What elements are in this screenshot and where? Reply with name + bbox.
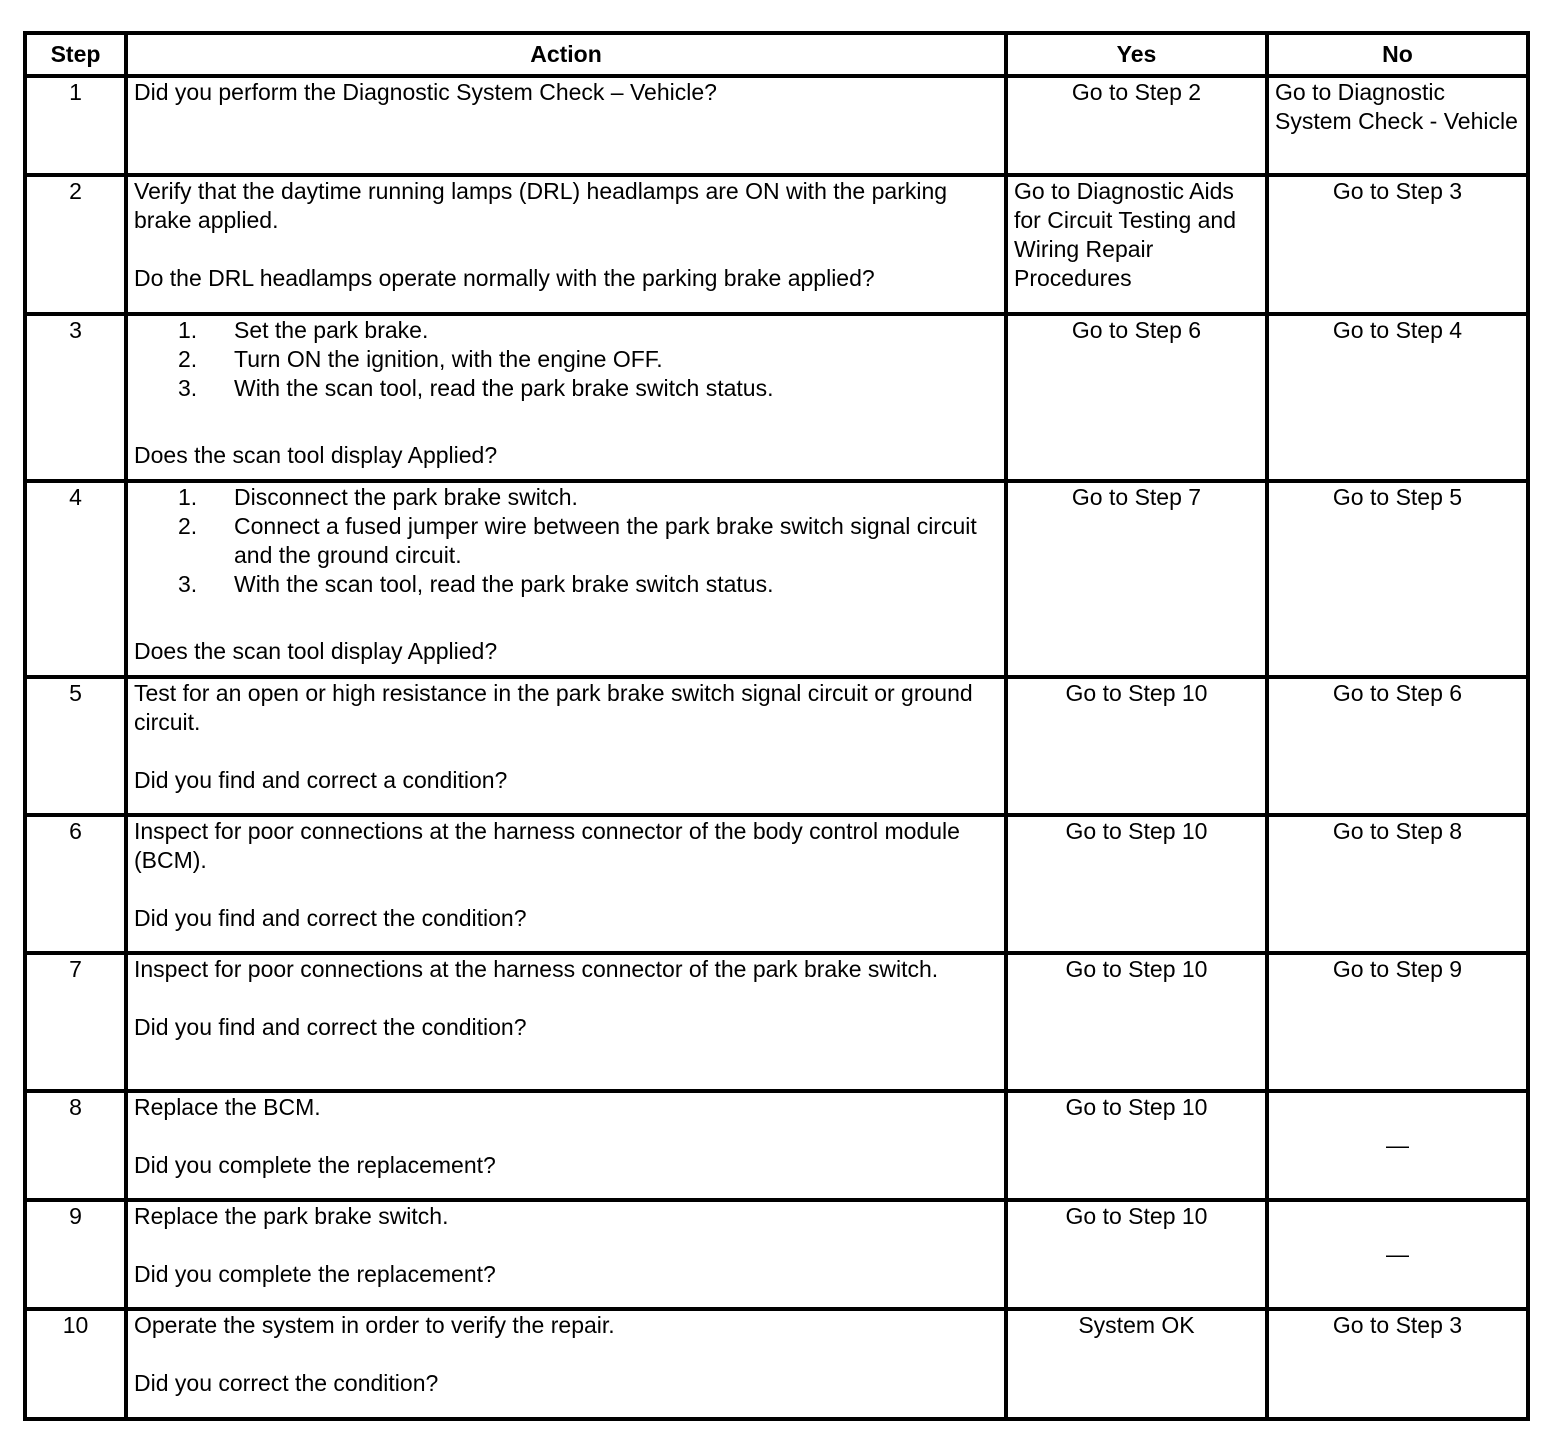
list-number: 1.: [178, 317, 198, 343]
instruction-list: [134, 316, 998, 403]
action-question: Did you complete the replacement?: [134, 1261, 496, 1287]
list-item: [134, 570, 998, 599]
diagnostic-table: [23, 31, 1530, 1421]
header-action: Action: [126, 33, 1006, 76]
action-question: Does the scan tool display Applied?: [134, 442, 498, 468]
action-cell: [126, 481, 1006, 677]
table-row: [25, 677, 1528, 815]
action-text: Replace the BCM.: [134, 1094, 321, 1120]
table-row: [25, 1309, 1528, 1419]
list-number: 2.: [178, 346, 198, 372]
action-question: Did you find and correct the condition?: [134, 905, 527, 931]
table-row: [25, 953, 1528, 1091]
no-result: Go to Diagnostic System Check - Vehicle: [1267, 76, 1528, 175]
table-row: [25, 1200, 1528, 1309]
action-text: Inspect for poor connections at the harness connector of the park brake switch.: [134, 956, 939, 982]
no-result: Go to Step 6: [1267, 677, 1528, 815]
list-number: 3.: [178, 571, 198, 597]
header-no: No: [1267, 33, 1528, 76]
step-number: 9: [25, 1200, 126, 1309]
action-question: Do the DRL headlamps operate normally with the parking brake applied?: [134, 265, 875, 291]
yes-result: Go to Step 2: [1006, 76, 1267, 175]
no-result: Go to Step 3: [1267, 1309, 1528, 1419]
yes-result: System OK: [1006, 1309, 1267, 1419]
step-number: 7: [25, 953, 126, 1091]
step-number: 4: [25, 481, 126, 677]
header-yes: Yes: [1006, 33, 1267, 76]
table-row: [25, 314, 1528, 481]
action-cell: [126, 314, 1006, 481]
list-number: 2.: [178, 513, 198, 539]
action-cell: [126, 76, 1006, 175]
yes-result: Go to Diagnostic Aids for Circuit Testing and Wiring Repair Procedures: [1006, 175, 1267, 314]
no-result: Go to Step 9: [1267, 953, 1528, 1091]
list-text: Set the park brake.: [234, 317, 429, 343]
step-number: 1: [25, 76, 126, 175]
action-text: Test for an open or high resistance in the park brake switch signal circuit or ground circuit.: [134, 680, 973, 735]
no-result: Go to Step 4: [1267, 314, 1528, 481]
no-result: Go to Step 8: [1267, 815, 1528, 953]
list-number: 1.: [178, 484, 198, 510]
no-result: —: [1267, 1091, 1528, 1200]
list-text: With the scan tool, read the park brake switch status.: [234, 375, 774, 401]
action-text: Verify that the daytime running lamps (DRL) headlamps are ON with the parking brake applied.: [134, 178, 948, 233]
list-item: [134, 345, 998, 374]
yes-result: Go to Step 7: [1006, 481, 1267, 677]
table-row: [25, 481, 1528, 677]
action-question: Did you complete the replacement?: [134, 1152, 496, 1178]
action-question: Did you find and correct the condition?: [134, 1014, 527, 1040]
no-result: —: [1267, 1200, 1528, 1309]
action-cell: [126, 1091, 1006, 1200]
action-cell: [126, 677, 1006, 815]
instruction-list: [134, 483, 998, 599]
table-row: [25, 76, 1528, 175]
yes-result: Go to Step 10: [1006, 815, 1267, 953]
action-text: Operate the system in order to verify the repair.: [134, 1312, 615, 1338]
action-cell: [126, 953, 1006, 1091]
yes-result: Go to Step 10: [1006, 677, 1267, 815]
action-question: Does the scan tool display Applied?: [134, 638, 498, 664]
table-row: [25, 1091, 1528, 1200]
action-text: Did you perform the Diagnostic System Check – Vehicle?: [134, 79, 717, 105]
list-text: Connect a fused jumper wire between the park brake switch signal circuit and the ground circuit.: [234, 513, 977, 568]
step-number: 3: [25, 314, 126, 481]
list-text: Disconnect the park brake switch.: [234, 484, 578, 510]
action-text: Replace the park brake switch.: [134, 1203, 449, 1229]
list-number: 3.: [178, 375, 198, 401]
action-question: Did you correct the condition?: [134, 1370, 439, 1396]
yes-result: Go to Step 10: [1006, 1200, 1267, 1309]
table-row: [25, 815, 1528, 953]
action-text: Inspect for poor connections at the harness connector of the body control module (BCM).: [134, 818, 960, 873]
yes-result: Go to Step 10: [1006, 953, 1267, 1091]
yes-result: Go to Step 6: [1006, 314, 1267, 481]
header-step: Step: [25, 33, 126, 76]
list-text: Turn ON the ignition, with the engine OFF.: [234, 346, 663, 372]
yes-result: Go to Step 10: [1006, 1091, 1267, 1200]
action-question: Did you find and correct a condition?: [134, 767, 508, 793]
action-cell: [126, 1200, 1006, 1309]
step-number: 8: [25, 1091, 126, 1200]
table-row: [25, 175, 1528, 314]
step-number: 6: [25, 815, 126, 953]
action-cell: [126, 1309, 1006, 1419]
list-item: [134, 374, 998, 403]
step-number: 10: [25, 1309, 126, 1419]
list-item: [134, 316, 998, 345]
list-text: With the scan tool, read the park brake switch status.: [234, 571, 774, 597]
action-cell: [126, 815, 1006, 953]
step-number: 2: [25, 175, 126, 314]
no-result: Go to Step 5: [1267, 481, 1528, 677]
list-item: [134, 512, 998, 570]
no-result: Go to Step 3: [1267, 175, 1528, 314]
step-number: 5: [25, 677, 126, 815]
list-item: [134, 483, 998, 512]
header-row: [25, 33, 1528, 76]
action-cell: [126, 175, 1006, 314]
